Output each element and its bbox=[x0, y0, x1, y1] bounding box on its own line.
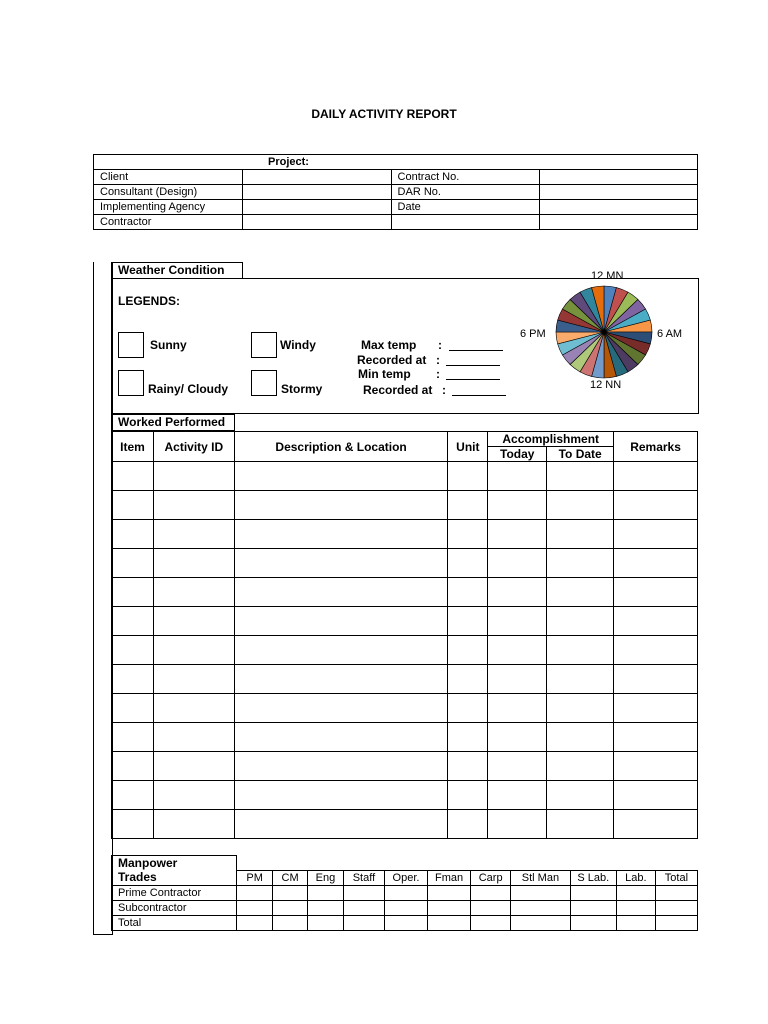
contractor-field[interactable] bbox=[242, 215, 391, 230]
work-cell[interactable] bbox=[488, 549, 547, 578]
work-cell[interactable] bbox=[614, 462, 698, 491]
work-cell[interactable] bbox=[614, 694, 698, 723]
manpower-col-header: Staff bbox=[343, 870, 384, 885]
max-temp-field[interactable] bbox=[449, 350, 503, 351]
manpower-table bbox=[111, 855, 698, 931]
work-cell[interactable] bbox=[448, 636, 488, 665]
recorded-at-max-field[interactable] bbox=[446, 365, 500, 366]
max-temp-colon: : bbox=[438, 338, 442, 352]
work-cell[interactable] bbox=[614, 810, 698, 839]
work-cell[interactable] bbox=[448, 781, 488, 810]
work-cell[interactable] bbox=[488, 462, 547, 491]
work-row bbox=[112, 462, 698, 491]
work-cell[interactable] bbox=[614, 665, 698, 694]
manpower-cell[interactable] bbox=[511, 885, 571, 900]
manpower-cell[interactable] bbox=[308, 900, 344, 915]
manpower-cell[interactable] bbox=[471, 900, 511, 915]
work-cell[interactable] bbox=[448, 723, 488, 752]
clock-label-6pm: 6 PM bbox=[520, 328, 546, 340]
work-row bbox=[112, 607, 698, 636]
manpower-cell[interactable] bbox=[471, 885, 511, 900]
work-cell[interactable] bbox=[112, 752, 154, 781]
work-cell[interactable] bbox=[153, 810, 234, 839]
manpower-cell[interactable] bbox=[428, 915, 471, 930]
manpower-cell[interactable] bbox=[384, 915, 427, 930]
work-cell[interactable] bbox=[153, 520, 234, 549]
work-cell[interactable] bbox=[234, 578, 448, 607]
client-field[interactable] bbox=[242, 170, 391, 185]
work-cell[interactable] bbox=[153, 578, 234, 607]
work-cell[interactable] bbox=[234, 636, 448, 665]
manpower-cell[interactable] bbox=[237, 900, 273, 915]
work-cell[interactable] bbox=[234, 665, 448, 694]
clock-label-12mn: 12 MN bbox=[591, 270, 624, 282]
work-cell[interactable] bbox=[112, 549, 154, 578]
work-cell[interactable] bbox=[153, 607, 234, 636]
work-cell[interactable] bbox=[488, 752, 547, 781]
work-cell[interactable] bbox=[448, 491, 488, 520]
work-cell[interactable] bbox=[112, 665, 154, 694]
legends-label: LEGENDS: bbox=[118, 294, 181, 308]
col-accomplishment: Accomplishment bbox=[488, 432, 614, 447]
work-cell[interactable] bbox=[448, 694, 488, 723]
manpower-row-label: Total bbox=[112, 915, 237, 930]
col-remarks: Remarks bbox=[614, 432, 698, 462]
work-row bbox=[112, 694, 698, 723]
sunny-label: Sunny bbox=[150, 338, 187, 352]
contractor-label: Contractor bbox=[94, 215, 243, 230]
work-row bbox=[112, 781, 698, 810]
manpower-cell[interactable] bbox=[655, 885, 697, 900]
work-cell[interactable] bbox=[488, 491, 547, 520]
work-row bbox=[112, 752, 698, 781]
work-cell[interactable] bbox=[153, 491, 234, 520]
manpower-cell[interactable] bbox=[237, 915, 273, 930]
windy-label: Windy bbox=[280, 338, 316, 352]
manpower-col-header: Total bbox=[655, 870, 697, 885]
work-cell[interactable] bbox=[614, 607, 698, 636]
manpower-cell[interactable] bbox=[655, 915, 697, 930]
work-cell[interactable] bbox=[488, 636, 547, 665]
work-table bbox=[111, 431, 698, 839]
work-cell[interactable] bbox=[153, 462, 234, 491]
manpower-heading: Manpower bbox=[112, 856, 237, 871]
project-row bbox=[94, 170, 698, 185]
work-cell[interactable] bbox=[614, 752, 698, 781]
rainy-cloudy-label: Rainy/ Cloudy bbox=[148, 382, 229, 396]
rainy-cloudy-checkbox[interactable] bbox=[118, 370, 144, 396]
manpower-row bbox=[112, 885, 698, 900]
project-info-table bbox=[93, 154, 698, 230]
work-cell[interactable] bbox=[448, 810, 488, 839]
consultant-field[interactable] bbox=[242, 185, 391, 200]
col-item: Item bbox=[112, 432, 154, 462]
empty-field[interactable] bbox=[540, 215, 698, 230]
manpower-col-header: Stl Man bbox=[511, 870, 571, 885]
work-cell[interactable] bbox=[234, 752, 448, 781]
manpower-row-label: Prime Contractor bbox=[112, 885, 237, 900]
work-row bbox=[112, 636, 698, 665]
manpower-col-header: Eng bbox=[308, 870, 344, 885]
work-cell[interactable] bbox=[153, 636, 234, 665]
work-cell[interactable] bbox=[448, 549, 488, 578]
manpower-cell[interactable] bbox=[384, 900, 427, 915]
manpower-col-header: Fman bbox=[428, 870, 471, 885]
work-cell[interactable] bbox=[547, 491, 614, 520]
manpower-cell[interactable] bbox=[570, 885, 616, 900]
report-title: DAILY ACTIVITY REPORT bbox=[311, 107, 457, 121]
manpower-cell[interactable] bbox=[273, 900, 308, 915]
work-cell[interactable] bbox=[547, 665, 614, 694]
manpower-cell[interactable] bbox=[343, 885, 384, 900]
work-cell[interactable] bbox=[488, 520, 547, 549]
left-margin-column bbox=[93, 262, 113, 935]
min-temp-colon: : bbox=[436, 367, 440, 381]
col-to-date: To Date bbox=[547, 447, 614, 462]
work-cell[interactable] bbox=[547, 607, 614, 636]
work-row bbox=[112, 665, 698, 694]
work-cell[interactable] bbox=[234, 694, 448, 723]
manpower-col-header: Oper. bbox=[384, 870, 427, 885]
work-cell[interactable] bbox=[112, 491, 154, 520]
work-cell[interactable] bbox=[153, 665, 234, 694]
dar-no-field[interactable] bbox=[540, 185, 698, 200]
work-cell[interactable] bbox=[234, 491, 448, 520]
date-label: Date bbox=[391, 200, 540, 215]
project-row bbox=[94, 185, 698, 200]
work-cell[interactable] bbox=[448, 578, 488, 607]
project-label: Project: bbox=[94, 155, 698, 170]
work-cell[interactable] bbox=[112, 723, 154, 752]
recorded-at-min-label: Recorded at bbox=[363, 383, 433, 397]
work-cell[interactable] bbox=[547, 810, 614, 839]
work-cell[interactable] bbox=[614, 723, 698, 752]
min-temp-label: Min temp bbox=[358, 367, 411, 381]
col-description: Description & Location bbox=[234, 432, 448, 462]
manpower-cell[interactable] bbox=[616, 900, 655, 915]
manpower-col-header: PM bbox=[237, 870, 273, 885]
manpower-cell[interactable] bbox=[511, 900, 571, 915]
client-label: Client bbox=[94, 170, 243, 185]
manpower-cell[interactable] bbox=[343, 915, 384, 930]
work-row bbox=[112, 810, 698, 839]
manpower-cell[interactable] bbox=[343, 900, 384, 915]
work-cell[interactable] bbox=[448, 752, 488, 781]
manpower-cell[interactable] bbox=[570, 900, 616, 915]
manpower-cell[interactable] bbox=[308, 915, 344, 930]
recorded-at-min-field[interactable] bbox=[452, 395, 506, 396]
col-activity-id: Activity ID bbox=[153, 432, 234, 462]
work-cell[interactable] bbox=[488, 665, 547, 694]
work-cell[interactable] bbox=[488, 578, 547, 607]
work-cell[interactable] bbox=[112, 781, 154, 810]
work-cell[interactable] bbox=[488, 723, 547, 752]
weather-heading: Weather Condition bbox=[111, 262, 243, 279]
agency-field[interactable] bbox=[242, 200, 391, 215]
work-cell[interactable] bbox=[614, 578, 698, 607]
clock-label-6am: 6 AM bbox=[657, 328, 683, 340]
windy-checkbox[interactable] bbox=[251, 332, 277, 358]
work-cell[interactable] bbox=[234, 520, 448, 549]
work-cell[interactable] bbox=[112, 607, 154, 636]
work-heading: Worked Performed bbox=[111, 414, 235, 431]
manpower-col-header: CM bbox=[273, 870, 308, 885]
work-cell[interactable] bbox=[112, 520, 154, 549]
work-cell[interactable] bbox=[234, 462, 448, 491]
work-cell[interactable] bbox=[547, 723, 614, 752]
work-cell[interactable] bbox=[112, 810, 154, 839]
work-row bbox=[112, 578, 698, 607]
manpower-cell[interactable] bbox=[570, 915, 616, 930]
work-cell[interactable] bbox=[614, 549, 698, 578]
work-cell[interactable] bbox=[614, 491, 698, 520]
work-cell[interactable] bbox=[448, 665, 488, 694]
max-temp-label: Max temp bbox=[361, 338, 417, 352]
work-cell[interactable] bbox=[614, 781, 698, 810]
work-cell[interactable] bbox=[112, 578, 154, 607]
work-cell[interactable] bbox=[153, 723, 234, 752]
work-cell[interactable] bbox=[547, 520, 614, 549]
work-cell[interactable] bbox=[547, 462, 614, 491]
clock-wheel bbox=[554, 284, 654, 380]
manpower-col-header: Carp bbox=[471, 870, 511, 885]
work-row bbox=[112, 520, 698, 549]
recorded-at-max-label: Recorded at bbox=[357, 353, 427, 367]
contract-no-field[interactable] bbox=[540, 170, 698, 185]
manpower-cell[interactable] bbox=[237, 885, 273, 900]
consultant-label: Consultant (Design) bbox=[94, 185, 243, 200]
manpower-cell[interactable] bbox=[655, 900, 697, 915]
work-cell[interactable] bbox=[112, 694, 154, 723]
contract-no-label: Contract No. bbox=[391, 170, 540, 185]
recorded-at-min-colon: : bbox=[442, 383, 446, 397]
work-row bbox=[112, 491, 698, 520]
work-cell[interactable] bbox=[234, 781, 448, 810]
manpower-row bbox=[112, 915, 698, 930]
work-cell[interactable] bbox=[488, 694, 547, 723]
col-unit: Unit bbox=[448, 432, 488, 462]
agency-label: Implementing Agency bbox=[94, 200, 243, 215]
work-cell[interactable] bbox=[234, 810, 448, 839]
work-cell[interactable] bbox=[448, 462, 488, 491]
work-cell[interactable] bbox=[448, 520, 488, 549]
trades-label: Trades bbox=[112, 870, 237, 885]
manpower-cell[interactable] bbox=[428, 900, 471, 915]
manpower-cell[interactable] bbox=[471, 915, 511, 930]
manpower-cell[interactable] bbox=[616, 885, 655, 900]
work-cell[interactable] bbox=[488, 810, 547, 839]
work-cell[interactable] bbox=[234, 607, 448, 636]
stormy-label: Stormy bbox=[281, 382, 323, 396]
work-cell[interactable] bbox=[112, 462, 154, 491]
manpower-row bbox=[112, 900, 698, 915]
col-today: Today bbox=[488, 447, 547, 462]
sunny-checkbox[interactable] bbox=[118, 332, 144, 358]
work-cell[interactable] bbox=[547, 578, 614, 607]
work-cell[interactable] bbox=[488, 607, 547, 636]
manpower-col-header: S Lab. bbox=[570, 870, 616, 885]
manpower-col-header: Lab. bbox=[616, 870, 655, 885]
project-row bbox=[94, 200, 698, 215]
manpower-heading-spacer bbox=[237, 856, 698, 871]
dar-no-label: DAR No. bbox=[391, 185, 540, 200]
manpower-cell[interactable] bbox=[273, 915, 308, 930]
work-row bbox=[112, 723, 698, 752]
work-cell[interactable] bbox=[153, 694, 234, 723]
manpower-cell[interactable] bbox=[511, 915, 571, 930]
work-cell[interactable] bbox=[547, 752, 614, 781]
work-cell[interactable] bbox=[614, 520, 698, 549]
work-cell[interactable] bbox=[614, 636, 698, 665]
clock-label-12nn: 12 NN bbox=[590, 379, 622, 391]
work-cell[interactable] bbox=[547, 694, 614, 723]
work-cell[interactable] bbox=[234, 549, 448, 578]
work-cell[interactable] bbox=[547, 781, 614, 810]
min-temp-field[interactable] bbox=[446, 379, 500, 380]
recorded-at-max-colon: : bbox=[436, 353, 440, 367]
work-cell[interactable] bbox=[112, 636, 154, 665]
work-cell[interactable] bbox=[547, 636, 614, 665]
work-cell[interactable] bbox=[488, 781, 547, 810]
empty-label bbox=[391, 215, 540, 230]
project-row bbox=[94, 215, 698, 230]
manpower-cell[interactable] bbox=[428, 885, 471, 900]
work-row bbox=[112, 549, 698, 578]
manpower-cell[interactable] bbox=[616, 915, 655, 930]
manpower-cell[interactable] bbox=[308, 885, 344, 900]
stormy-checkbox[interactable] bbox=[251, 370, 277, 396]
work-cell[interactable] bbox=[448, 607, 488, 636]
work-cell[interactable] bbox=[153, 549, 234, 578]
work-cell[interactable] bbox=[234, 723, 448, 752]
manpower-cell[interactable] bbox=[273, 885, 308, 900]
work-cell[interactable] bbox=[547, 549, 614, 578]
work-cell[interactable] bbox=[153, 752, 234, 781]
date-field[interactable] bbox=[540, 200, 698, 215]
manpower-row-label: Subcontractor bbox=[112, 900, 237, 915]
manpower-cell[interactable] bbox=[384, 885, 427, 900]
work-cell[interactable] bbox=[153, 781, 234, 810]
